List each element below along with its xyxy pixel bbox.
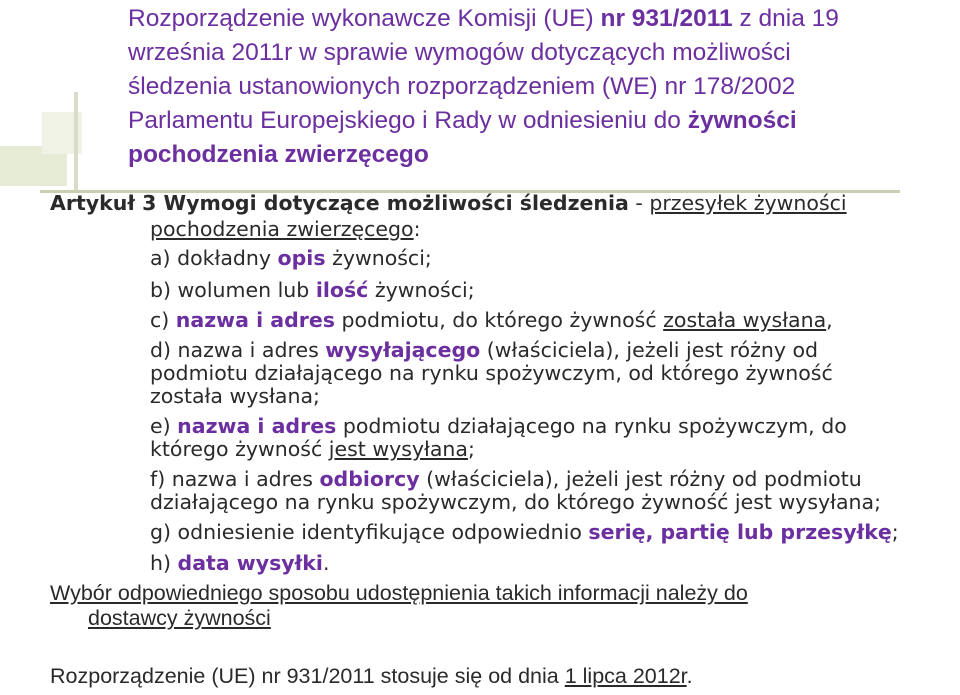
article-heading: Artykuł 3 Wymogi dotyczące możliwości śledzenia - przesyłek żywności (50, 191, 847, 215)
article-heading-cont: pochodzenia zwierzęcego: (150, 217, 421, 241)
list-item-c: c) nazwa i adres podmiotu, do którego żywność została wysłana, (150, 308, 833, 332)
supplier-note: Wybór odpowiedniego sposobu udostępnienia takich informacji należy do (50, 581, 748, 605)
list-item-f-cont: działającego na rynku spożywczym, do którego żywność jest wysyłana; (150, 490, 882, 514)
list-item-d-cont: została wysłana; (150, 384, 320, 408)
title-line: września 2011r w sprawie wymogów dotyczących możliwości (128, 39, 791, 66)
list-item-e-cont: którego żywność jest wysyłana; (150, 437, 475, 461)
list-item-d: d) nazwa i adres wysyłającego (właściciela), jeżeli jest różny od (150, 338, 819, 362)
title-line: pochodzenia zwierzęcego (128, 141, 429, 168)
title-line: śledzenia ustanowionych rozporządzeniem (WE) nr 178/2002 (128, 73, 796, 100)
title-line: Parlamentu Europejskiego i Rady w odniesieniu do żywności (128, 107, 797, 134)
supplier-note-cont: dostawcy żywności (88, 606, 271, 630)
list-item-f: f) nazwa i adres odbiorcy (właściciela), jeżeli jest różny od podmiotu (150, 467, 862, 491)
list-item-a: a) dokładny opis żywności; (150, 246, 432, 270)
slide-title (128, 2, 948, 172)
decorative-vertical-line (74, 92, 78, 190)
application-date-note: Rozporządzenie (UE) nr 931/2011 stosuje się od dnia 1 lipca 2012r. (50, 664, 693, 688)
list-item-e: e) nazwa i adres podmiotu działającego na rynku spożywczym, do (150, 414, 847, 438)
list-item-b: b) wolumen lub ilość żywności; (150, 278, 475, 302)
list-item-g: g) odniesienie identyfikujące odpowiednio serię, partię lub przesyłkę; (150, 520, 899, 544)
title-regulation-number: nr 931/2011 (600, 5, 733, 32)
list-item-d-cont: podmiotu działającego na rynku spożywczym, od którego żywność (150, 361, 833, 385)
list-item-h: h) data wysyłki. (150, 551, 330, 575)
title-line: Rozporządzenie wykonawcze Komisji (UE) nr 931/2011 z dnia 19 (128, 5, 839, 32)
